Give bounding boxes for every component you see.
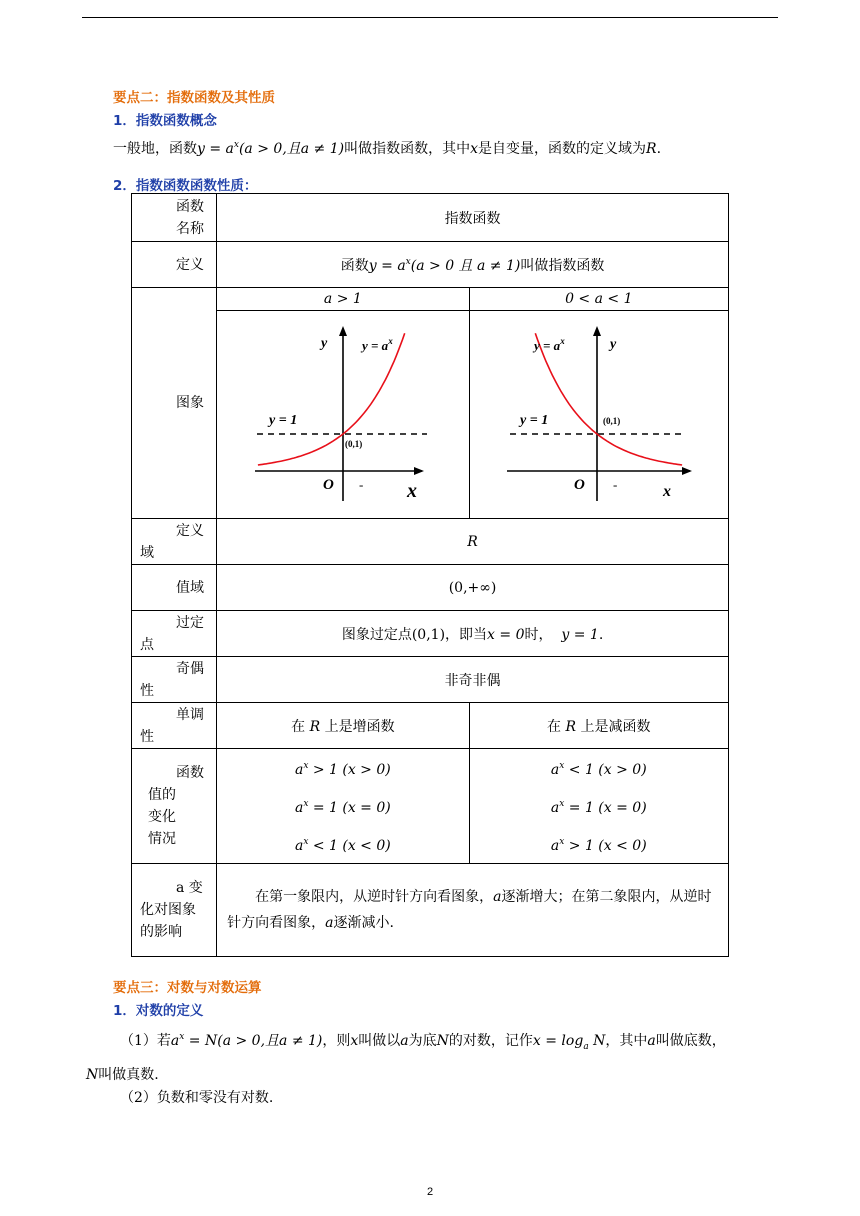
y-axis-label: y xyxy=(321,336,328,351)
properties-table xyxy=(131,193,729,957)
table-row xyxy=(132,519,729,565)
header-rule xyxy=(82,17,778,18)
concept-cond: (a > 0,且a ≠ 1) xyxy=(238,141,345,157)
subheading-concept: 1．指数函数概念 xyxy=(113,113,217,129)
hline-label: y = 1 xyxy=(269,413,298,428)
section-heading: 要点三：对数与对数运算 xyxy=(113,980,262,996)
table-row xyxy=(132,864,729,957)
concept-var: x xyxy=(470,141,479,157)
row-label: 值域 xyxy=(132,565,217,611)
graph-decreasing-svg xyxy=(470,311,729,514)
y-axis-label: y xyxy=(609,337,616,352)
value-change-increasing: $a^x > 1$ (x > 0) $a^x = 1$ (x = 0) $a^x < 1$ (x < 0) xyxy=(217,749,469,864)
concept-domain: R xyxy=(646,141,657,157)
row-label: 图象 xyxy=(132,288,217,519)
graph-header-right: 0 < a < 1 xyxy=(469,288,728,311)
dash-mark: - xyxy=(359,477,364,492)
concept-text-1: 一般地，函数 xyxy=(113,141,197,157)
monotonic-increasing: 在 R 上是增函数 xyxy=(217,703,469,749)
table-row xyxy=(132,611,729,657)
concept-text-2: 叫做指数函数，其中 xyxy=(344,141,471,157)
dash-mark: - xyxy=(612,477,617,492)
table-row xyxy=(132,657,729,703)
x-axis-label: x xyxy=(662,483,671,500)
row-label: 过定 点 xyxy=(132,611,217,657)
row-value: 非奇非偶 xyxy=(217,657,729,703)
concept-func: y = a xyxy=(197,141,234,157)
concept-end: . xyxy=(656,141,662,157)
concept-exp: x xyxy=(233,140,239,150)
table-row xyxy=(132,703,729,749)
graph-increasing-svg xyxy=(217,311,469,514)
subheading-log-definition: 1．对数的定义 xyxy=(113,1003,204,1019)
point-label: (0,1) xyxy=(345,439,363,449)
value-change-decreasing: $a^x < 1$ (x > 0) $a^x = 1$ (x = 0) $a^x > 1$ (x < 0) xyxy=(469,749,728,864)
table-row xyxy=(132,749,729,864)
origin-label: O xyxy=(573,477,585,493)
row-value: R xyxy=(217,519,729,565)
hline-label: y = 1 xyxy=(519,413,548,428)
row-value: 图象过定点(0,1)，即当x = 0时， y = 1. xyxy=(217,611,729,657)
monotonic-decreasing: 在 R 上是减函数 xyxy=(469,703,728,749)
subheading-properties: 2．指数函数函数性质： xyxy=(113,178,258,194)
row-value: 指数函数 xyxy=(217,194,729,242)
row-label: 函数 名称 xyxy=(132,194,217,242)
log-definition-item2: （2）负数和零没有对数. xyxy=(120,1090,274,1106)
x-axis-arrow xyxy=(682,467,692,475)
y-axis-arrow xyxy=(593,326,601,336)
graph-decreasing xyxy=(469,311,728,519)
graph-header-left: a > 1 xyxy=(217,288,469,311)
table-row xyxy=(132,565,729,611)
x-axis-label: x xyxy=(407,480,418,502)
row-value: 在第一象限内，从逆时针方向看图象，a逐渐增大；在第二象限内，从逆时针方向看图象，a逐渐减小. xyxy=(217,864,729,957)
log-definition-line2: N叫做真数. xyxy=(86,1067,159,1083)
concept-text-3: 是自变量，函数的定义域为 xyxy=(478,141,647,157)
page-number: 2 xyxy=(426,1186,434,1198)
log-definition-line1: （1）若$a^x = N(a > 0$,且a ≠ 1)，则x叫做以a为底N的对数，记作$x = \log_a N$，其中a叫做底数， xyxy=(120,1032,726,1052)
row-label: 定义 xyxy=(132,242,217,288)
curve-label: $y = a^x$ xyxy=(362,336,393,353)
row-label: 奇偶 性 xyxy=(132,657,217,703)
table-row xyxy=(132,194,729,242)
x-axis-arrow xyxy=(414,467,424,475)
table-row xyxy=(132,242,729,288)
origin-label: O xyxy=(323,477,334,493)
concept-paragraph xyxy=(113,138,661,158)
row-label: 单调 性 xyxy=(132,703,217,749)
point-label: (0,1) xyxy=(602,416,620,426)
curve-label: $y = a^x$ xyxy=(533,336,565,353)
graph-header-row xyxy=(132,288,729,311)
y-axis-arrow xyxy=(339,326,347,336)
row-label: 定义 域 xyxy=(132,519,217,565)
row-value: 函数$y = a^x(a > 0$ 且 a ≠ 1)叫做指数函数 xyxy=(217,242,729,288)
graph-row xyxy=(132,311,729,519)
row-label: a 变 化对图象 的影响 xyxy=(132,864,217,957)
row-label: 函数 值的 变化 情况 xyxy=(132,749,217,864)
graph-increasing xyxy=(217,311,469,519)
section-heading: 要点二：指数函数及其性质 xyxy=(113,90,275,106)
row-value: (0,+∞) xyxy=(217,565,729,611)
